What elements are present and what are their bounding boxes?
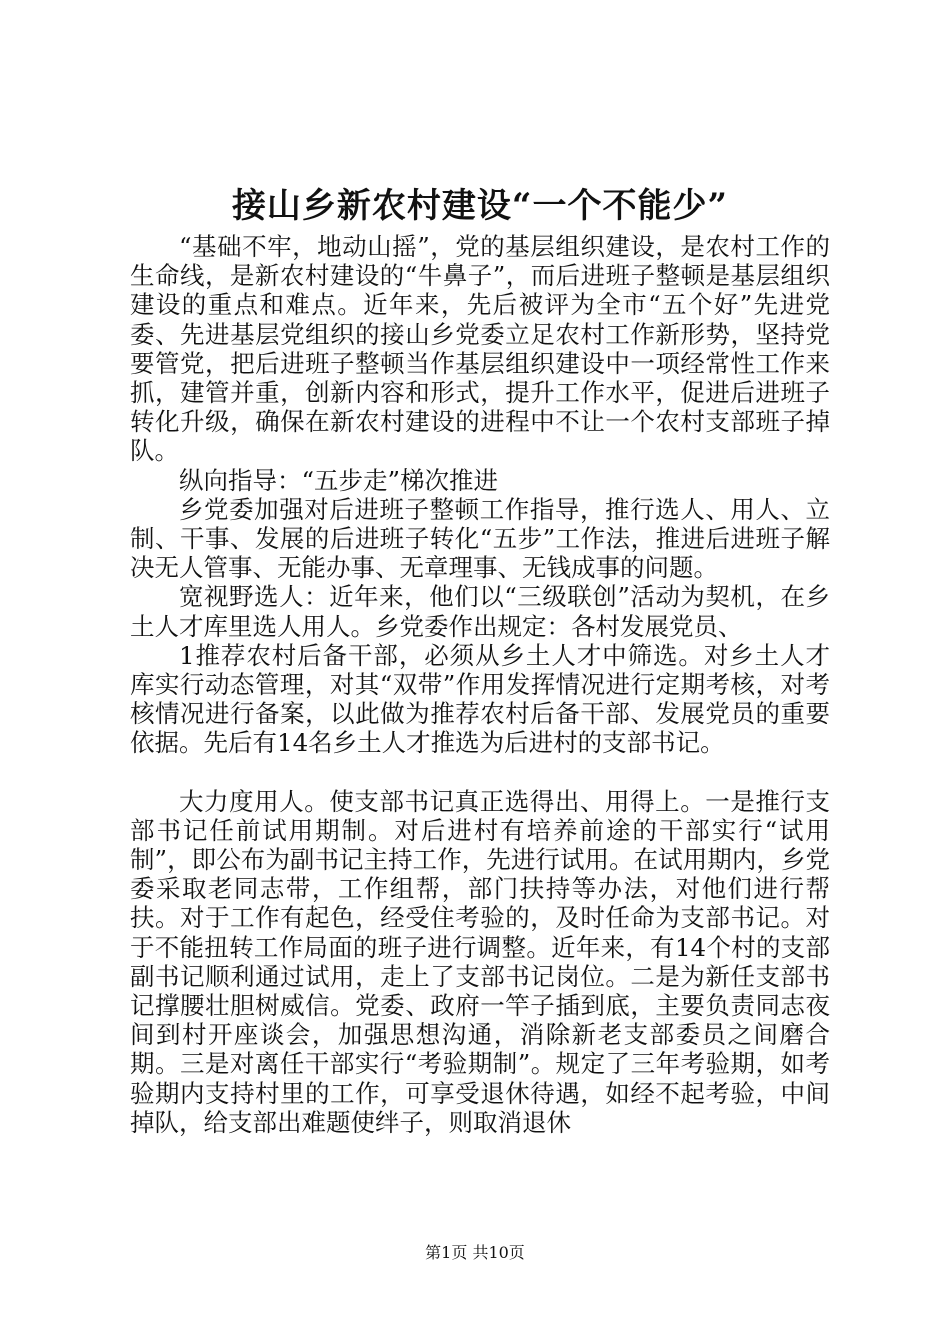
paragraph-five-steps: 乡党委加强对后进班子整顿工作指导，推行选人、用人、立制、干事、发展的后进班子转化“五步”工作法，推进后进班子解决无人管事、无能办事、无章理事、无钱成事的问题。 (130, 494, 830, 583)
paragraph-gap (130, 758, 830, 787)
section-heading-vertical-guidance: 纵向指导：“五步走”梯次推进 (179, 465, 499, 495)
document-title: 接山乡新农村建设“一个不能少” (231, 186, 729, 226)
paragraph-talent-pool: 1推荐农村后备干部，必须从乡土人才中筛选。对乡土人才库实行动态管理，对其“双带”作用发挥情况进行定期考核，对考核情况进行备案，以此做为推荐农村后备干部、发展党员的重要依据。先后有14名乡土人才推选为后进村的支部书记。 (130, 640, 830, 758)
page-footer: 第1页 共10页 (425, 1243, 525, 1262)
paragraph-use-people: 大力度用人。使支部书记真正选得出、用得上。一是推行支部书记任前试用期制。对后进村有培养前途的干部实行“试用制”，即公布为副书记主持工作，先进行试用。在试用期内，乡党委采取老同志带，工作组帮，部门扶持等办法，对他们进行帮扶。对于工作有起色，经受住考验的，及时任命为支部书记。对于不能扭转工作局面的班子进行调整。近年来，有14个村的支部副书记顺利通过试用，走上了支部书记岗位。二是为新任支部书记撑腰壮胆树威信。党委、政府一竿子插到底，主要负责同志夜间到村开座谈会，加强思想沟通，消除新老支部委员之间磨合期。三是对离任干部实行“考验期制”。规定了三年考验期，如考验期内支持村里的工作，可享受退休待遇，如经不起考验，中间掉队，给支部出难题使绊子，则取消退休 (130, 786, 830, 1137)
document-body (130, 180, 830, 1137)
paragraph-intro: “基础不牢，地动山摇”，党的基层组织建设，是农村工作的生命线，是新农村建设的“牛鼻子”，而后进班子整顿是基层组织建设的重点和难点。近年来，先后被评为全市“五个好”先进党委、先进基层党组织的接山乡党委立足农村工作新形势，坚持党要管党，把后进班子整顿当作基层组织建设中一项经常性工作来抓，建管并重，创新内容和形式，提升工作水平，促进后进班子转化升级，确保在新农村建设的进程中不让一个农村支部班子掉队。 (130, 232, 830, 466)
paragraph-select-people: 宽视野选人：近年来，他们以“三级联创”活动为契机，在乡土人才库里选人用人。乡党委作出规定：各村发展党员、 (130, 582, 830, 641)
